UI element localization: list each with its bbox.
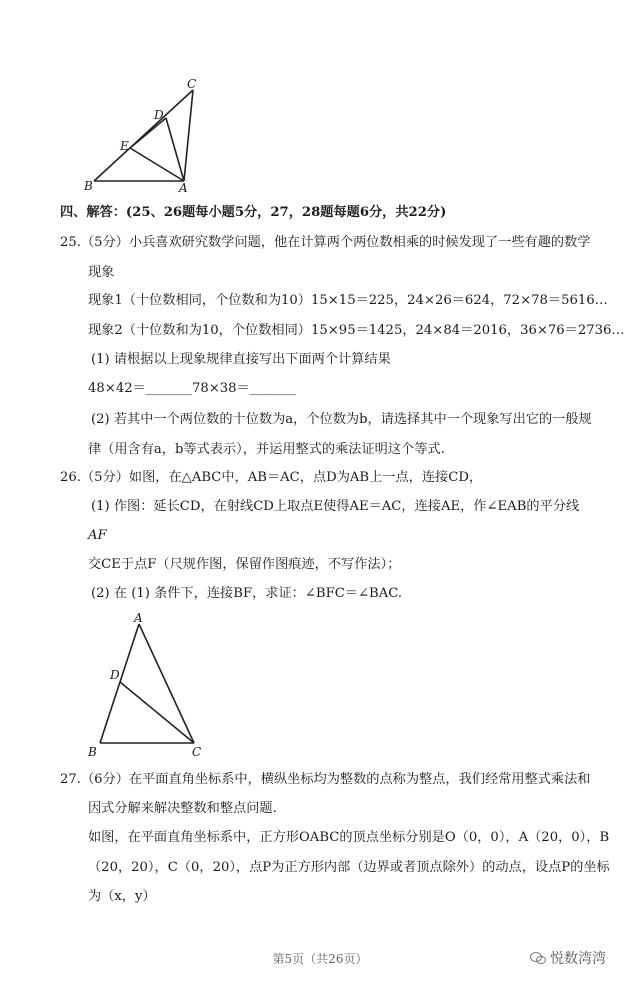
label-d: D	[154, 108, 164, 122]
q25-line-7: (2) 若其中一个两位数的十位数为a，个位数为b，请选择其中一个现象写出它的一般规	[91, 412, 592, 427]
watermark	[530, 948, 606, 968]
watermark-text: 悦数湾湾	[550, 951, 606, 967]
q26-line-5: (2) 在 (1) 条件下，连接BF，求证：∠BFC＝∠BAC.	[91, 586, 403, 601]
wechat-icon	[530, 951, 546, 965]
q25-line-8: 律（用含有a，b等式表示），并运用整式的乘法证明这个等式.	[88, 442, 445, 457]
q27-line-2: 因式分解来解决整数和整点问题.	[88, 801, 277, 816]
q26-line-3: AF	[88, 528, 107, 543]
q25-line-6: 48×42＝_______78×38＝_______	[88, 381, 296, 396]
label-a: A	[134, 611, 143, 625]
q27-line-1: 27.（6分）在平面直角坐标系中，横纵坐标均为整数的点称为整点，我们经常用整式乘法和	[60, 772, 591, 787]
page-footer: 第5页（共26页）	[272, 952, 368, 966]
section-4-heading: 四、解答：(25、26题每小题5分，27，28题每题6分，共22分)	[60, 205, 447, 220]
q25-line-1: 25.（5分）小兵喜欢研究数学问题，他在计算两个两位数相乘的时候发现了一些有趣的数学	[60, 235, 591, 250]
label-b: B	[88, 745, 97, 759]
q26-line-2: (1) 作图：延长CD，在射线CD上取点E使得AE＝AC，连接AE，作∠EAB的平分线	[91, 499, 580, 514]
q25-line-4: 现象2（十位数和为10，个位数相同）15×95＝1425，24×84＝2016，36×76＝2736…	[88, 323, 625, 338]
q27-line-5: 为（x，y）	[88, 889, 156, 904]
label-a: A	[179, 181, 188, 195]
q27-line-3: 如图，在平面直角坐标系中，正方形OABC的顶点坐标分别是O（0，0），A（20，0），B	[88, 830, 610, 845]
q25-line-5: (1) 请根据以上现象规律直接写出下面两个计算结果	[91, 352, 391, 367]
label-d: D	[110, 668, 120, 682]
q26-line-4: 交CE于点F（尺规作图，保留作图痕迹，不写作法）；	[88, 557, 401, 572]
q25-line-2: 现象	[88, 265, 115, 280]
label-c: C	[187, 78, 197, 91]
label-e: E	[120, 139, 129, 153]
label-c: C	[192, 745, 202, 759]
q25-line-3: 现象1（十位数相同，个位数和为10）15×15＝225，24×26＝624，72×78＝5616…	[88, 293, 608, 308]
label-b: B	[84, 179, 93, 193]
figure-triangle-abc-1	[80, 78, 210, 196]
q27-line-4: （20，20），C（0，20），点P为正方形内部（边界或者顶点除外）的动点，设点P的坐标	[88, 860, 610, 875]
figure-triangle-abc-2	[84, 610, 214, 762]
q26-line-1: 26.（5分）如图，在△ABC中，AB＝AC，点D为AB上一点，连接CD，	[60, 470, 483, 485]
